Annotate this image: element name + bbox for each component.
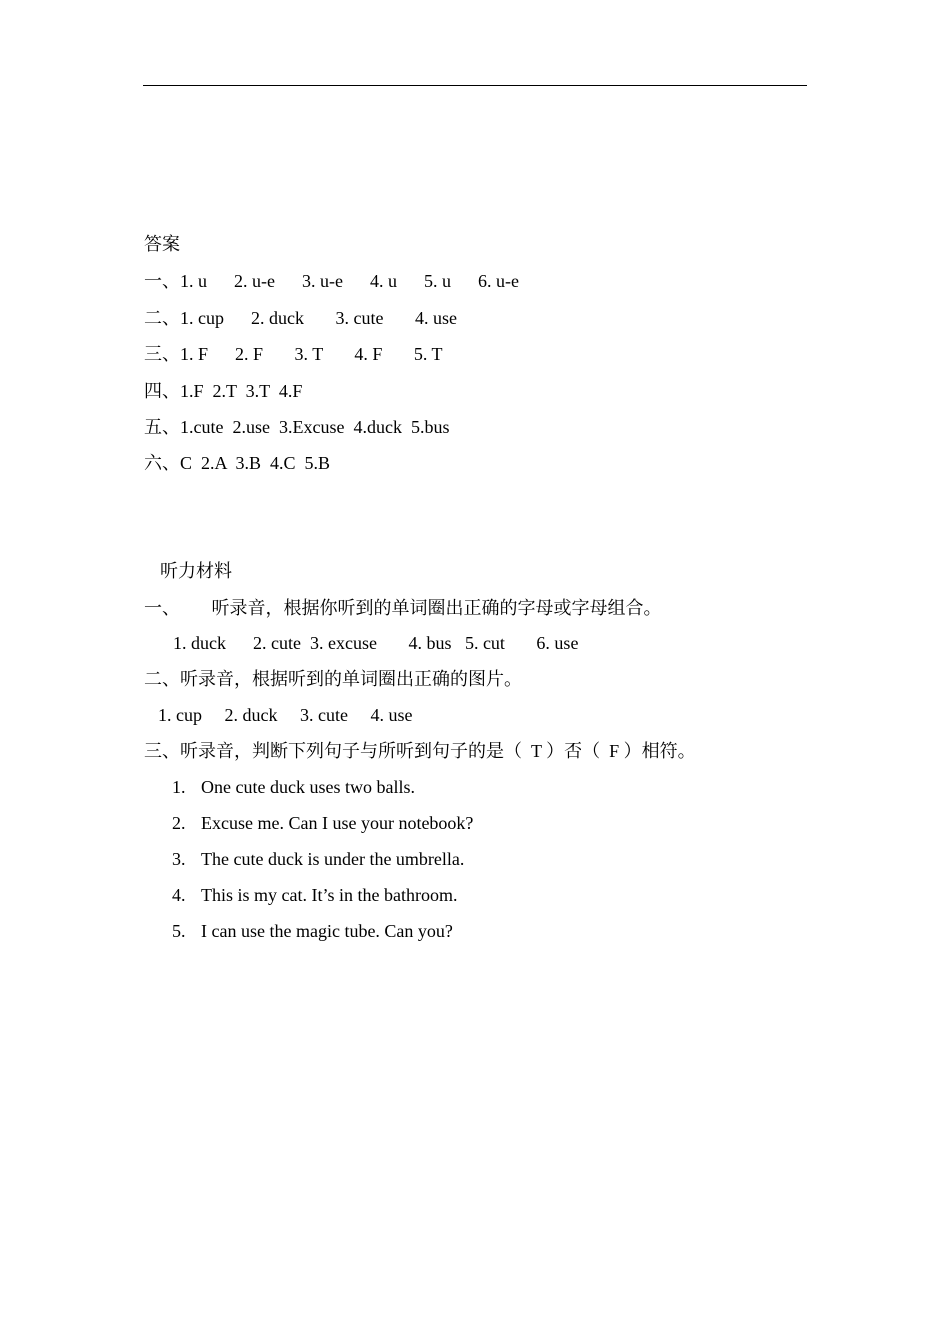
- list-item-text: One cute duck uses two balls.: [201, 777, 415, 797]
- list-item-text: This is my cat. It’s in the bathroom.: [201, 885, 458, 905]
- answer-line-1: 一、1. u 2. u-e 3. u-e 4. u 5. u 6. u-e: [144, 271, 519, 291]
- listening-section2-heading: 二、听录音，根据听到的单词圈出正确的图片。: [144, 669, 522, 689]
- answer-line-2: 二、1. cup 2. duck 3. cute 4. use: [144, 308, 457, 328]
- listening-section1-heading: 一、 听录音，根据你听到的单词圈出正确的字母或字母组合。: [144, 598, 662, 618]
- list-item-number: 4.: [172, 885, 186, 905]
- list-item-number: 2.: [172, 813, 186, 833]
- list-item-text: I can use the magic tube. Can you?: [201, 921, 453, 941]
- listening-title: 听力材料: [160, 561, 232, 582]
- header-rule: [143, 85, 807, 86]
- listening-section3-heading: 三、听录音，判断下列句子与所听到句子的是（ T ）否（ F ）相符。: [144, 741, 696, 761]
- list-item-number: 5.: [172, 921, 186, 941]
- list-item-text: The cute duck is under the umbrella.: [201, 849, 465, 869]
- list-item-text: Excuse me. Can I use your notebook?: [201, 813, 474, 833]
- list-item-number: 3.: [172, 849, 186, 869]
- listening-section1-items: 1. duck 2. cute 3. excuse 4. bus 5. cut 6. use: [173, 633, 579, 653]
- answer-line-5: 五、1.cute 2.use 3.Excuse 4.duck 5.bus: [144, 417, 450, 437]
- list-item-number: 1.: [172, 777, 186, 797]
- answer-line-3: 三、1. F 2. F 3. T 4. F 5. T: [144, 344, 443, 364]
- listening-section2-items: 1. cup 2. duck 3. cute 4. use: [158, 705, 413, 725]
- answers-title: 答案: [144, 234, 180, 255]
- answer-line-4: 四、1.F 2.T 3.T 4.F: [144, 381, 303, 401]
- answer-line-6: 六、C 2.A 3.B 4.C 5.B: [144, 453, 331, 473]
